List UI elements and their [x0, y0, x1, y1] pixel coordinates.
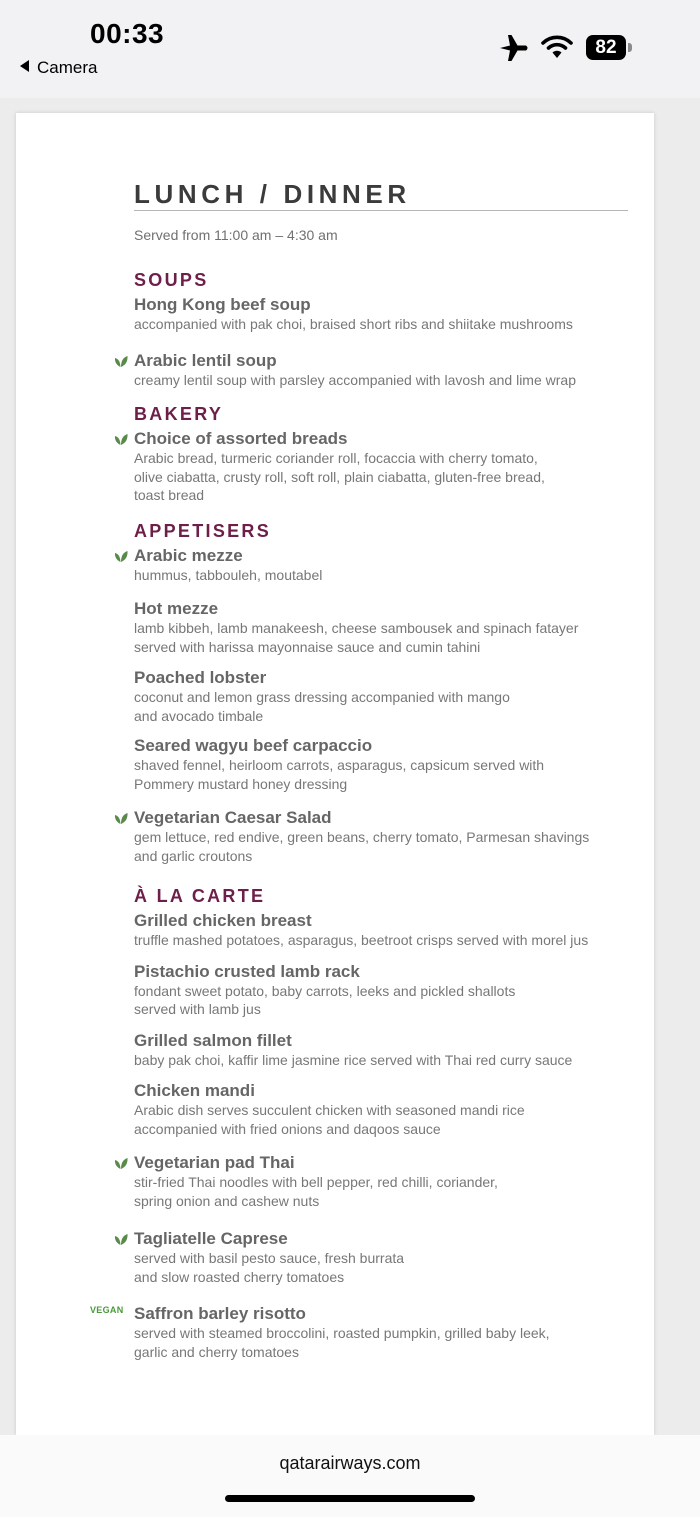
url-bar[interactable]: qatarairways.com [279, 1453, 421, 1473]
description-line: Arabic dish serves succulent chicken with seasoned mandi rice [134, 1102, 525, 1118]
dish-description [134, 1173, 634, 1210]
description-line: spring onion and cashew nuts [134, 1192, 320, 1209]
description-line: creamy lentil soup with parsley accompanied with lavosh and lime wrap [134, 371, 576, 388]
menu-item [134, 1080, 644, 1138]
menu-item [134, 735, 644, 793]
battery-tip [628, 43, 632, 52]
dish-name: Grilled chicken breast [134, 911, 312, 930]
section-heading: SOUPS [134, 270, 209, 290]
description-line: toast bread [134, 487, 205, 503]
dish-name: Poached lobster [134, 668, 267, 687]
dish-description [134, 1101, 634, 1138]
served-hours: Served from 11:00 am – 4:30 am [134, 227, 338, 243]
menu-item [134, 807, 644, 865]
section-heading: APPETISERS [134, 520, 272, 541]
menu-item [134, 961, 644, 1019]
menu-title: LUNCH / DINNER [134, 179, 411, 209]
section-heading: À LA CARTE [134, 886, 266, 906]
back-arrow-icon [20, 60, 29, 72]
description-line: served with lamb jus [134, 1001, 261, 1017]
description-line: hummus, tabbouleh, moutabel [134, 566, 323, 583]
dish-description [134, 1324, 634, 1361]
description-line: truffle mashed potatoes, asparagus, beetroot crisps served with morel jus [134, 932, 589, 948]
dish-name: Choice of assorted breads [134, 429, 348, 448]
menu-item [134, 598, 644, 656]
dish-description [134, 828, 634, 865]
vegetarian-leaf-icon [114, 355, 128, 368]
menu-item [134, 294, 644, 334]
back-to-camera-link[interactable] [20, 58, 97, 78]
dish-description [134, 449, 634, 505]
browser-footer [0, 1435, 700, 1517]
dish-description [134, 931, 634, 950]
menu-item [90, 1303, 644, 1361]
description-line: Pommery mustard honey dressing [134, 775, 348, 792]
description-line: Arabic bread, turmeric coriander roll, focaccia with cherry tomato, [134, 450, 538, 466]
description-line: lamb kibbeh, lamb manakeesh, cheese sambousek and spinach fatayer [134, 620, 579, 636]
description-line: fondant sweet potato, baby carrots, leeks and pickled shallots [134, 982, 516, 999]
description-line: and garlic croutons [134, 847, 253, 864]
back-label: Camera [37, 58, 98, 77]
description-line: garlic and cherry tomatoes [134, 1343, 299, 1360]
menu-page [16, 113, 654, 1435]
dish-description [134, 315, 634, 334]
vegan-badge: VEGAN [90, 1305, 124, 1315]
vegetarian-leaf-icon [114, 1157, 128, 1170]
description-line: shaved fennel, heirloom carrots, asparagus, capsicum served with [134, 757, 545, 773]
dish-description [134, 371, 634, 390]
description-line: served with harissa mayonnaise sauce and cumin tahini [134, 638, 481, 655]
dish-description [134, 619, 634, 656]
dish-description [134, 982, 634, 1019]
vegetarian-leaf-icon [114, 1233, 128, 1246]
dish-name: Arabic lentil soup [134, 350, 277, 370]
dish-name: Arabic mezze [134, 545, 243, 565]
description-line: accompanied with fried onions and daqoos sauce [134, 1120, 441, 1137]
menu-item [134, 1228, 644, 1286]
home-indicator[interactable] [225, 1495, 475, 1502]
menu-item [134, 545, 644, 585]
title-divider [134, 210, 628, 211]
menu-section [90, 885, 644, 1361]
section-heading: BAKERY [134, 404, 224, 424]
dish-name: Vegetarian pad Thai [134, 1153, 295, 1172]
vegetarian-leaf-icon [114, 433, 128, 446]
dish-name: Hot mezze [134, 599, 219, 618]
menu-section [134, 269, 644, 389]
status-bar [0, 0, 700, 98]
dish-description [134, 756, 634, 793]
dish-name: Grilled salmon fillet [134, 1030, 292, 1050]
description-line: gem lettuce, red endive, green beans, cherry tomato, Parmesan shavings [134, 829, 590, 845]
menu-item [134, 350, 644, 390]
description-line: coconut and lemon grass dressing accompanied with mango [134, 689, 510, 705]
description-line: and avocado timbale [134, 707, 264, 724]
menu-section [134, 403, 644, 505]
dish-description [134, 1051, 634, 1070]
vegetarian-leaf-icon [114, 550, 128, 563]
menu-sections [90, 269, 644, 1361]
dish-name: Chicken mandi [134, 1081, 255, 1100]
menu-item [134, 910, 644, 950]
menu-item [134, 1030, 644, 1070]
dish-description [134, 688, 634, 725]
vegetarian-leaf-icon [114, 812, 128, 825]
status-time: 00:33 [90, 18, 165, 49]
description-line: served with basil pesto sauce, fresh burrata [134, 1250, 405, 1266]
menu-content [90, 179, 644, 1361]
dish-name: Pistachio crusted lamb rack [134, 961, 360, 981]
wifi-icon [541, 34, 573, 60]
description-line: accompanied with pak choi, braised short ribs and shiitake mushrooms [134, 316, 573, 332]
menu-section [134, 520, 644, 866]
dish-description [134, 566, 634, 585]
description-line: and slow roasted cherry tomatoes [134, 1268, 345, 1285]
description-line: stir-fried Thai noodles with bell pepper, red chilli, coriander, [134, 1174, 498, 1190]
dish-name: Tagliatelle Caprese [134, 1229, 288, 1248]
battery-icon: 82 [586, 35, 626, 60]
dish-name: Saffron barley risotto [134, 1304, 306, 1323]
menu-item [134, 1152, 644, 1210]
menu-item [134, 428, 644, 505]
description-line: baby pak choi, kaffir lime jasmine rice served with Thai red curry sauce [134, 1051, 573, 1068]
description-line: olive ciabatta, crusty roll, soft roll, plain ciabatta, gluten-free bread, [134, 468, 545, 485]
dish-description [134, 1249, 634, 1286]
dish-name: Seared wagyu beef carpaccio [134, 736, 373, 755]
airplane-icon [498, 33, 530, 63]
dish-name: Hong Kong beef soup [134, 295, 311, 314]
menu-item [134, 667, 644, 725]
dish-name: Vegetarian Caesar Salad [134, 808, 332, 827]
description-line: served with steamed broccolini, roasted pumpkin, grilled baby leek, [134, 1325, 550, 1341]
